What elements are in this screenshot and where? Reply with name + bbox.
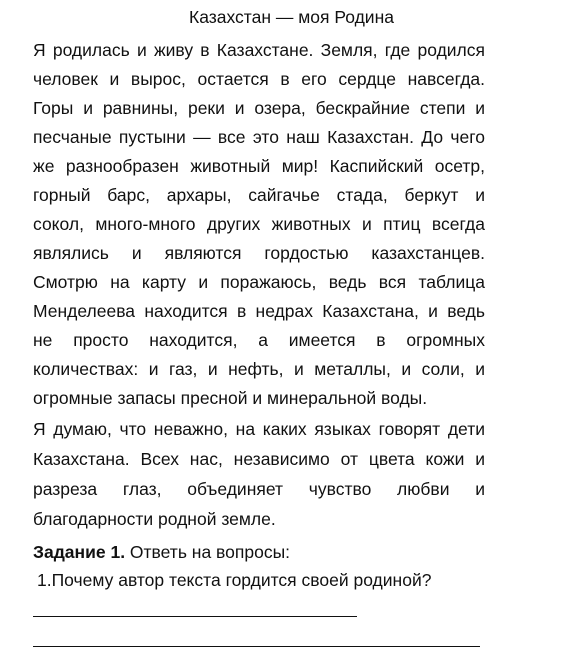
text-line: являлись и являются гордостью казахстанцев. [33,243,485,263]
question-1: 1.Почему автор текста гордится своей родиной? [37,570,432,590]
task-instruction: Ответь на вопросы: [125,542,291,562]
text-line: человек и вырос, остается в его сердце навсегда. [33,69,485,89]
text-line: количествах: и газ, и нефть, и металлы, и соли, и [33,359,485,379]
text-line: песчаные пустыни — все это наш Казахстан. До чего [33,127,485,147]
text-line: Смотрю на карту и поражаюсь, ведь вся таблица [33,272,485,292]
task-heading [33,540,290,564]
text-line: Я думаю, что неважно, на каких языках говорят дети [33,419,485,439]
text-line: сокол, много-много других животных и птиц всегда [33,214,485,234]
answer-line-1[interactable] [33,616,357,617]
answer-line-2[interactable] [33,646,480,647]
text-line: не просто находится, а имеется в огромных [33,330,485,350]
text-line: горный барс, архары, сайгачье стада, беркут и [33,185,485,205]
text-line: благодарности родной земле. [33,509,276,529]
task-label: Задание 1. [33,542,126,562]
text-line: же разнообразен животный мир! Каспийский осетр, [33,156,485,176]
text-line: разреза глаз, объединяет чувство любви и [33,479,485,499]
text-line: Менделеева находится в недрах Казахстана, и ведь [33,301,485,321]
text-line: Казахстана. Всех нас, независимо от цвета кожи и [33,449,485,469]
text-line: огромные запасы пресной и минеральной воды. [33,388,428,408]
text-line: Горы и равнины, реки и озера, бескрайние степи и [33,98,485,118]
document-title: Казахстан — моя Родина [189,7,394,27]
text-line: Я родилась и живу в Казахстане. Земля, где родился [33,40,485,60]
